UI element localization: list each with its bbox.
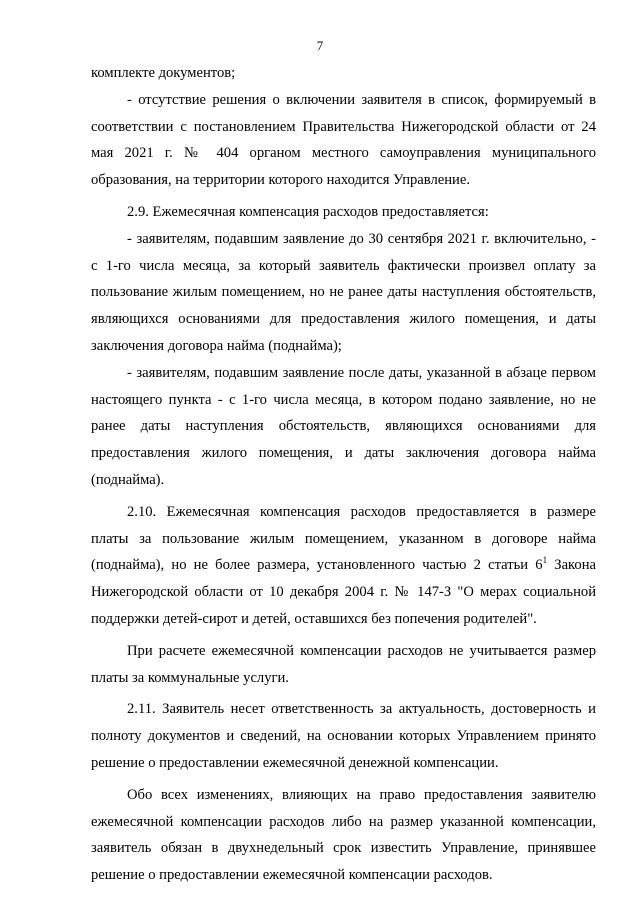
paragraph-8: 2.11. Заявитель несет ответственность за актуальность, достоверность и полноту документов и сведений, на основании которых Управлением принято решение о предоставлении ежемесячной денежной компенсации. (91, 701, 596, 771)
paragraph-9: Обо всех изменениях, влияющих на право предоставления заявителю ежемесячной компенсации расходов либо на размер указанной компенсации, заявитель обязан в двухнедельный срок известить Управление, принявшее решение о предоставлении ежемесячной компенсации расходов. (91, 786, 596, 884)
paragraph-4: - заявителям, подавшим заявление до 30 сентября 2021 г. включительно, - с 1-го числа месяца, за который заявитель фактически произвел оплату за пользование жилым помещением, но не ранее даты наступления обстоятельств, являющихся основаниями для предоставления жилого помещения, и даты заключения договора найма (поднайма); (91, 230, 596, 354)
paragraph-2: - отсутствие решения о включении заявителя в список, формируемый в соответствии с постановлением Правительства Нижегородской области от 24 мая 2021 г. № 404 органом местного самоуправления муниципального образования, на территории которого находится Управление. (91, 91, 596, 189)
paragraph-6-text: 2.10. Ежемесячная компенсация расходов предоставляется в размере платы за пользование жилым помещением, указанном в договоре найма (поднайма), но не более размера, установленного частью 2 статьи 6 (91, 503, 596, 574)
paragraph-6-tail: Закона Нижегородской области от 10 декабря 2004 г. № 147-З "О мерах социальной поддержки детей-сирот и детей, оставшихся без попечения родителей". (91, 557, 596, 627)
paragraph-1: комплекте документов; (91, 65, 236, 81)
paragraph-7: При расчете ежемесячной компенсации расходов не учитывается размер платы за коммунальные услуги. (91, 642, 596, 686)
paragraph-6 (91, 499, 596, 633)
footnote-superscript: 1 (542, 555, 548, 566)
document-body (91, 60, 596, 889)
paragraph-5: - заявителям, подавшим заявление после даты, указанной в абзаце первом настоящего пункта - с 1-го числа месяца, в котором подано заявление, но не ранее даты наступления обстоятельств, являющихся основаниями для предоставления жилого помещения, и даты заключения договора найма (поднайма). (91, 364, 596, 488)
paragraph-3: 2.9. Ежемесячная компенсация расходов предоставляется: (127, 203, 489, 220)
page-number: 7 (316, 38, 324, 53)
